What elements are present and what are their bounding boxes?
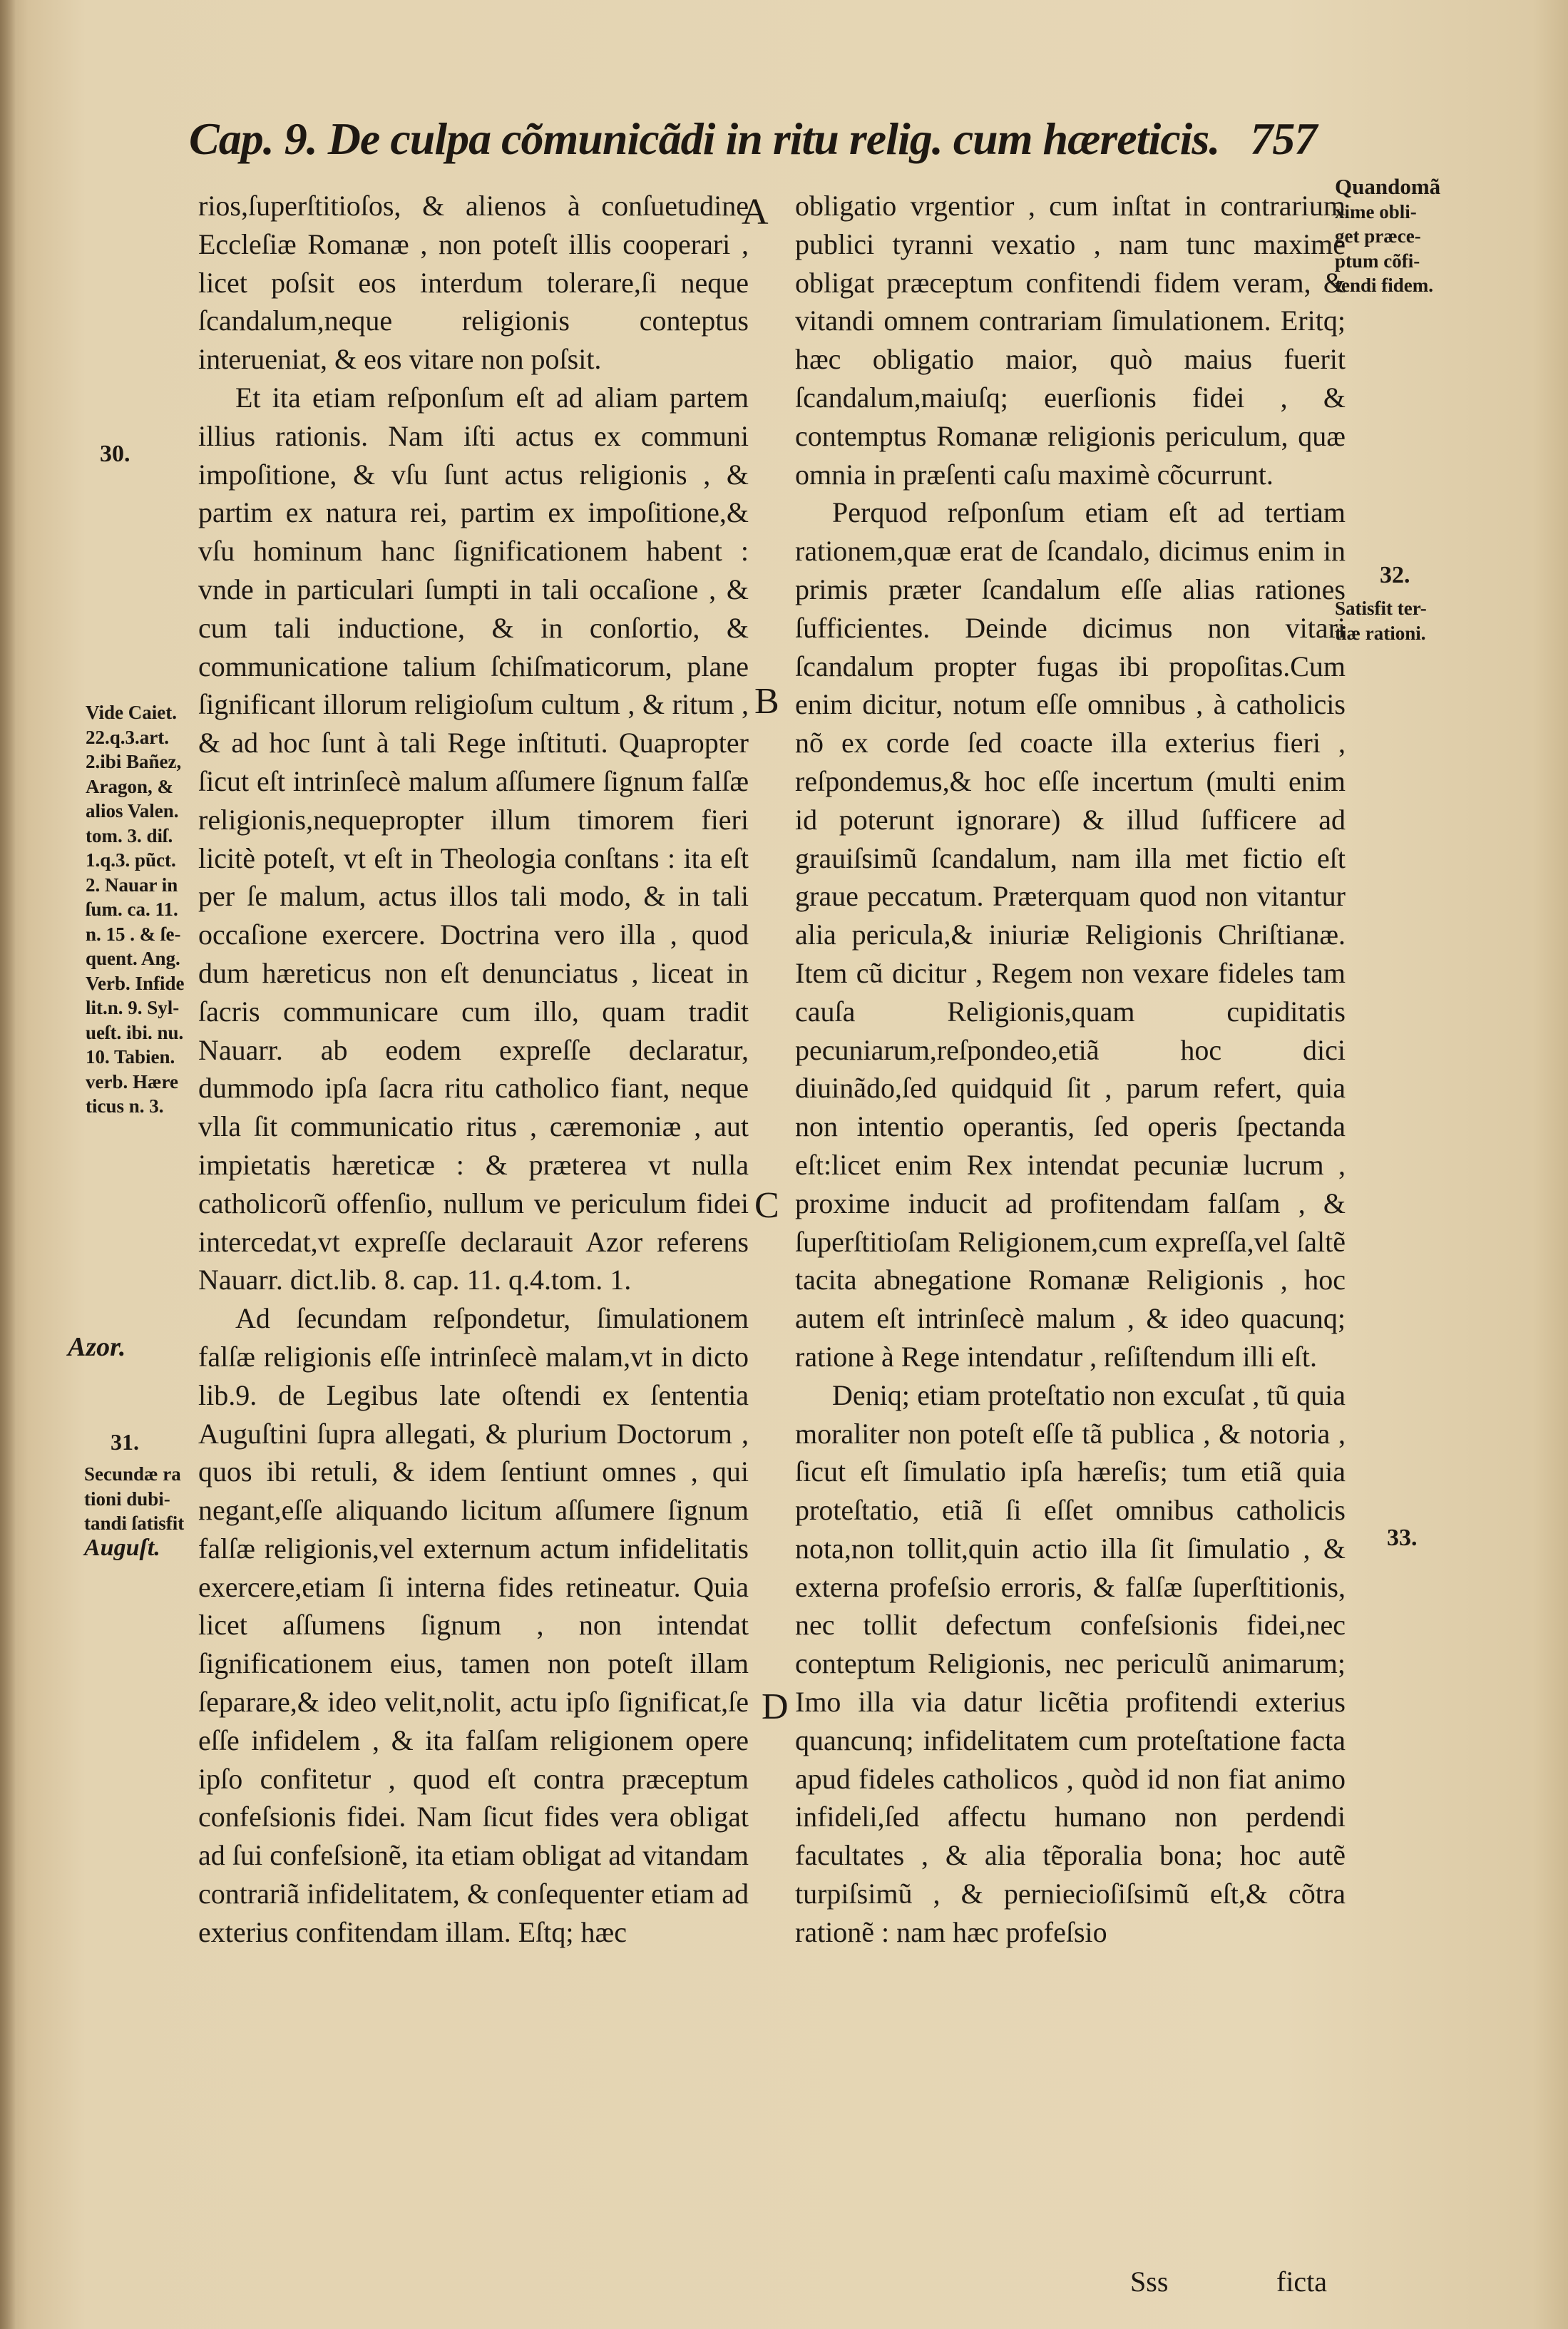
margin-line: Vide Caiet. [86,702,177,723]
catchword: ficta [1276,2266,1328,2298]
margin-line: Aragon, & [86,775,173,797]
page-number: 757 [1250,113,1317,164]
paragraph: rios,ſuperſtitioſos, & alienos à conſuetudine Eccleſiæ Romanæ , non poteſt illis cooperari , licet poſsit eos interdum tolerare,ſi neque ſcandalum,neque religionis conteptus interueniat, & eos vitare non poſsit. [198,190,749,376]
margin-note-vide [86,700,185,1119]
gutter-shadow [0,0,16,2329]
margin-line: get præce- [1335,225,1421,247]
margin-line: lit.n. 9. Syl- [86,997,180,1018]
margin-line: 2.ibi Bañez, [86,751,182,772]
margin-line: 10. Tabien. [86,1046,175,1068]
margin-line: xime obli- [1335,200,1417,222]
margin-line: alios Valen. [86,800,179,821]
margin-note-secundae [84,1462,184,1560]
paragraph: Deniq; etiam proteſtatio non excuſat , tũ quia moraliter non poteſt eſſe tã publica , & notoria , ſicut eſt ſimulatio ipſa hæreſis; tum etiã quia proteſtatio, etiã ſi eſſet omnibus catholicis nota,non tollit,quin actio illa ſit ſimulatio , & externa profeſsio erroris, & falſæ ſuperſtitionis, nec tollit defectum confeſsionis fidei,nec conteptum Religionis, nec periculũ animarum; Imo illa via datur licẽtia profitendi exterius quancunq; infidelitatem cum proteſtatione facta apud fideles catholicos , quòd id non fiat animo infideli,ſed affectu humano non perdendi facultates , & alia tẽporalia bona; hoc autẽ turpiſsimũ , & perniecioſiſsimũ eſt,& cõtra rationẽ : nam hæc profeſsio [795,1378,1346,1948]
paragraph: Perquod reſponſum etiam eſt ad tertiam rationem,quæ erat de ſcandalo, dicimus enim in primis præter ſcandalum eſſe alias rationes ſufficientes. Deinde dicimus non vitari ſcandalum propter fugas ibi propoſitas.Cum enim dicitur, notum eſſe omnibus , à catholicis nõ ex corde ſed coacte illa exterius fieri , reſpondemus,& hoc eſſe incertum (multi enim id poterunt ignorare) & illud ſufficere ad grauiſsimũ ſcandalum, nam illa met fictio eſt graue peccatum. Prӕterquam quod non vitantur alia pericula,& iniuriæ Religionis Chriſtianæ. Item cũ dicitur , Regem non vexare fideles tam cauſa Religionis,quam cupiditatis pecuniarum,reſpondeo,etiã hoc dici diuinãdo,ſed quidquid ſit , parum refert, quia non intentio operantis, ſed operis ſpectanda eſt:licet enim Rex intendat pecuniæ lucrum , proxime inducit ad profitendam falſam , & ſuperſtitioſam Religionem,cum expreſſa,vel ſaltẽ tacita abnegatione Romanæ Religionis , hoc autem eſt intrinſecè malum , & ideo quacunq; ratione à Rege intendatur , reſiſtendum illi eſt. [795,496,1346,1373]
paragraph: obligatio vrgentior , cum inſtat in contrarium publici tyranni vexatio , nam tunc maxime obligat præceptum confitendi fidem veram, & vitandi omnem contrariam ſimulationem. Eritq; hæc obligatio maior, quò maius fuerit ſcandalum,maiuſq; euerſionis fidei , & contemptus Romanæ religionis periculum, quæ omnia in præſenti caſu maximè cõcurrunt. [795,190,1346,491]
running-header [189,107,1316,171]
margin-line: n. 15 . & ſe- [86,923,181,945]
margin-line: tiæ rationi. [1335,622,1426,644]
margin-number-30: 30. [100,441,130,467]
left-column [198,187,749,1952]
margin-line: tendi fidem. [1335,275,1433,296]
margin-line: ptum cõfi- [1335,250,1420,272]
margin-line: 2. Nauar in [86,874,178,896]
margin-line: ſum. ca. 11. [86,899,178,920]
margin-line: Verb. Infide [86,972,185,994]
margin-note-azor: Azor. [68,1332,126,1362]
section-letter-b: B [754,681,779,722]
margin-line: Quandomã [1335,174,1441,199]
margin-number-32: 32. [1380,562,1410,588]
signature-mark: Sss [1130,2266,1169,2298]
section-letter-c: C [754,1185,779,1226]
margin-line: Auguſt. [84,1534,160,1561]
running-title: Cap. 9. De culpa cõmunicãdi in ritu relig. cum hæreticis. [189,113,1220,164]
section-letter-d: D [762,1686,789,1727]
margin-line: Secundæ ra [84,1463,181,1485]
margin-line: tioni dubi- [84,1488,170,1510]
margin-number-33: 33. [1387,1525,1418,1551]
margin-line: 1.q.3. pũct. [86,849,176,871]
margin-note-quando [1335,175,1440,298]
right-column [795,187,1346,1952]
margin-line: Satisfit ter- [1335,598,1427,619]
margin-line: 22.q.3.art. [86,726,169,748]
margin-line: verb. Hære [86,1070,178,1092]
paragraph: Ad ſecundam reſpondetur, ſimulationem falſæ religionis eſſe intrinſecè malam,vt in dicto lib.9. de Legibus late oſtendi ex ſententia Auguſtini ſupra allegati, & plurium Doctorum , quos ibi retuli, & idem ſentiunt omnes , qui negant,eſſe aliquando licitum aſſumere ſignum falſæ religionis,vel externum actum infidelitatis exercere,etiam ſi interna fides retineatur. Quia licet aſſumens ſignum , non intendat ſignificationem eius, tamen non poteſt illam ſeparare,& ideo velit,nolit, actu ipſo ſignificat,ſe eſſe infidelem , & ita falſam religionem opere ipſo confitetur , quod eſt contra præceptum confeſsionis fidei. Nam ſicut fides vera obligat ad ſui confeſsionẽ, ita etiam obligat ad vitandam contrariã infidelitatem, & conſequenter etiam ad exterius confitendam illam. Eſtq; hæc [198,1302,749,1948]
margin-line: ueſt. ibi. nu. [86,1021,184,1043]
margin-note-satisfit [1335,596,1427,645]
section-letter-a: A [742,192,769,232]
margin-line: ticus n. 3. [86,1095,164,1117]
margin-line: tandi ſatisfit [84,1512,185,1534]
margin-line: tom. 3. diſ. [86,824,173,846]
margin-line: quent. Ang. [86,948,180,969]
margin-number-31: 31. [111,1429,139,1455]
paragraph: Et ita etiam reſponſum eſt ad aliam partem illius rationis. Nam iſti actus ex communi impoſitione, & vſu ſunt actus religionis , & partim ex natura rei, partim ex impoſitione,& vſu hominum hanc ſignificationem habent : vnde in particulari ſumpti in tali occaſione , & cum tali inductione, & in conſortio, & communicatione talium ſchiſmaticorum, plane ſignificant illorum religioſum cultum , & ritum , & ad hoc ſunt à tali Rege inſtituti. Quapropter ſicut eſt intrinſecè malum aſſumere ſignum falſæ religionis,nequepropter illum timorem fieri licitè poteſt, vt eſt in Theologia conſtans : ita eſt per ſe malum, actus illos tali modo, & in tali occaſione exercere. Doctrina vero illa , quod dum hæreticus non eſt denunciatus , liceat in ſacris communicare cum illo, quam tradit Nauarr. ab eodem expreſſe declaratur, dummodo ipſa ſacra ritu catholico fiant, neque vlla ſit communicatio ritus , cæremoniæ , aut impietatis hæreticæ : & præterea vt nulla catholicorũ offenſio, nullum ve periculum fidei intercedat,vt expreſſe declarauit Azor referens Nauarr. dict.lib. 8. cap. 11. q.4.tom. 1. [198,381,749,1296]
